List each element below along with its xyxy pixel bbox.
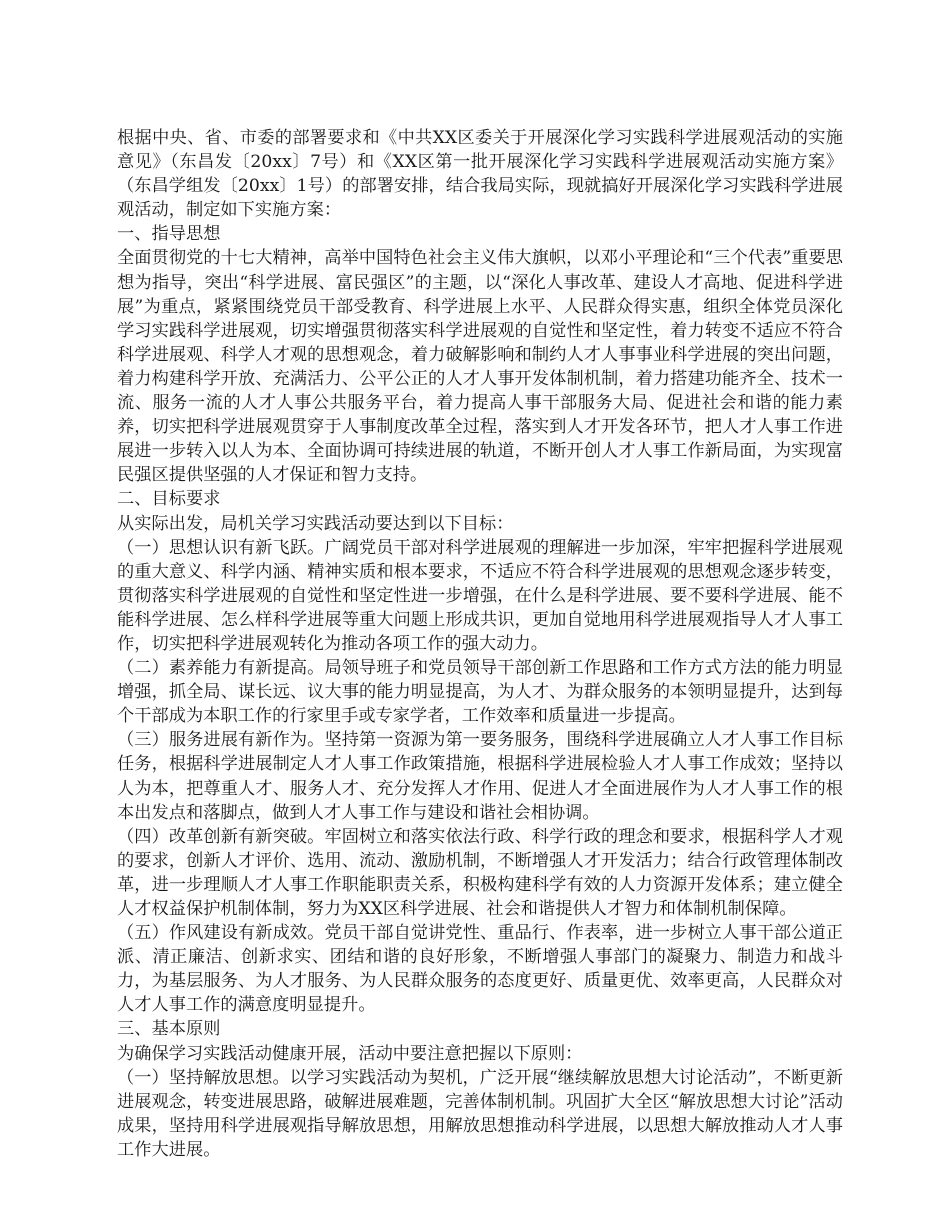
goal-item-5: （五）作风建设有新成效。党员干部自觉讲党性、重品行、作表率，进一步树立人事干部公道正派、清正廉洁、创新求实、团结和谐的良好形象，不断增强人事部门的凝聚力、制造力和战斗力，为基层服务、为人才服务、为人民群众服务的态度更好、质量更优、效率更高，人民群众对人才人事工作的满意度明显提升。 bbox=[117, 923, 843, 1016]
guiding-ideology-paragraph: 全面贯彻党的十七大精神，高举中国特色社会主义伟大旗帜，以邓小平理论和“三个代表”重要思想为指导，突出“科学进展、富民强区”的主题，以“深化人事改革、建设人才高地、促进科学进展”为重点，紧紧围绕党员干部受教育、科学进展上水平、人民群众得实惠，组织全体党员深化学习实践科学进展观，切实增强贯彻落实科学进展观的自觉性和坚定性，着力转变不适应不符合科学进展观、科学人才观的思想观念，着力破解影响和制约人才人事事业科学进展的突出问题，着力构建科学开放、充满活力、公平公正的人才人事开发体制机制，着力搭建功能齐全、技术一流、服务一流的人才人事公共服务平台，着力提高人事干部服务大局、促进社会和谐的能力素养，切实把科学进展观贯穿于人事制度改革全过程，落实到人才开发各环节，把人才人事工作进展进一步转入以人为本、全面协调可持续进展的轨道，不断开创人才人事工作新局面，为实现富民强区提供坚强的人才保证和智力支持。 bbox=[117, 248, 843, 486]
goal-item-3: （三）服务进展有新作为。坚持第一资源为第一要务服务，围绕科学进展确立人才人事工作目标任务，根据科学进展制定人才人事工作政策措施，根据科学进展检验人才人事工作成效；坚持以人为本，把尊重人才、服务人才、充分发挥人才作用、促进人才全面进展作为人才人事工作的根本出发点和落脚点，做到人才人事工作与建设和谐社会相协调。 bbox=[117, 730, 843, 823]
goal-item-2: （二）素养能力有新提高。局领导班子和党员领导干部创新工作思路和工作方式方法的能力明显增强，抓全局、谋长远、议大事的能力明显提高，为人才、为群众服务的本领明显提升，达到每个干部成为本职工作的行家里手或专家学者，工作效率和质量进一步提高。 bbox=[117, 658, 843, 727]
section-heading-goals: 二、目标要求 bbox=[117, 489, 221, 510]
principles-intro-paragraph: 为确保学习实践活动健康开展，活动中要注意把握以下原则： bbox=[117, 1043, 583, 1064]
goal-item-1: （一）思想认识有新飞跃。广阔党员干部对科学进展观的理解进一步加深，牢牢把握科学进展观的重大意义、科学内涵、精神实质和根本要求，不适应不符合科学进展观的思想观念逐步转变，贯彻落实科学进展观的自觉性和坚定性进一步增强，在什么是科学进展、要不要科学进展、能不能科学进展、怎么样科学进展等重大问题上形成共识，更加自觉地用科学进展观指导人才人事工作，切实把科学进展观转化为推动各项工作的强大动力。 bbox=[117, 537, 843, 654]
goals-intro-paragraph: 从实际出发，局机关学习实践活动要达到以下目标： bbox=[117, 513, 514, 534]
document-body bbox=[117, 126, 843, 1162]
principle-item-1: （一）坚持解放思想。以学习实践活动为契机，广泛开展“继续解放思想大讨论活动”，不断更新进展观念，转变进展思路，破解进展难题，完善体制机制。巩固扩大全区“解放思想大讨论”活动成果，坚持用科学进展观指导解放思想，用解放思想推动科学进展，以思想大解放推动人才人事工作大进展。 bbox=[117, 1067, 843, 1160]
section-heading-principles: 三、基本原则 bbox=[117, 1019, 221, 1040]
section-heading-guiding-ideology: 一、指导思想 bbox=[117, 224, 221, 245]
intro-paragraph: 根据中央、省、市委的部署要求和《中共XX区委关于开展深化学习实践科学进展观活动的实施意见》（东昌发〔20xx〕7号）和《XX区第一批开展深化学习实践科学进展观活动实施方案》（东昌学组发〔20xx〕1号）的部署安排，结合我局实际，现就搞好开展深化学习实践科学进展观活动，制定如下实施方案： bbox=[117, 128, 843, 221]
goal-item-4: （四）改革创新有新突破。牢固树立和落实依法行政、科学行政的理念和要求，根据科学人才观的要求，创新人才评价、选用、流动、激励机制，不断增强人才开发活力；结合行政管理体制改革，进一步理顺人才人事工作职能职责关系，积极构建科学有效的人力资源开发体系；建立健全人才权益保护机制体制，努力为XX区科学进展、社会和谐提供人才智力和体制机制保障。 bbox=[117, 826, 843, 919]
